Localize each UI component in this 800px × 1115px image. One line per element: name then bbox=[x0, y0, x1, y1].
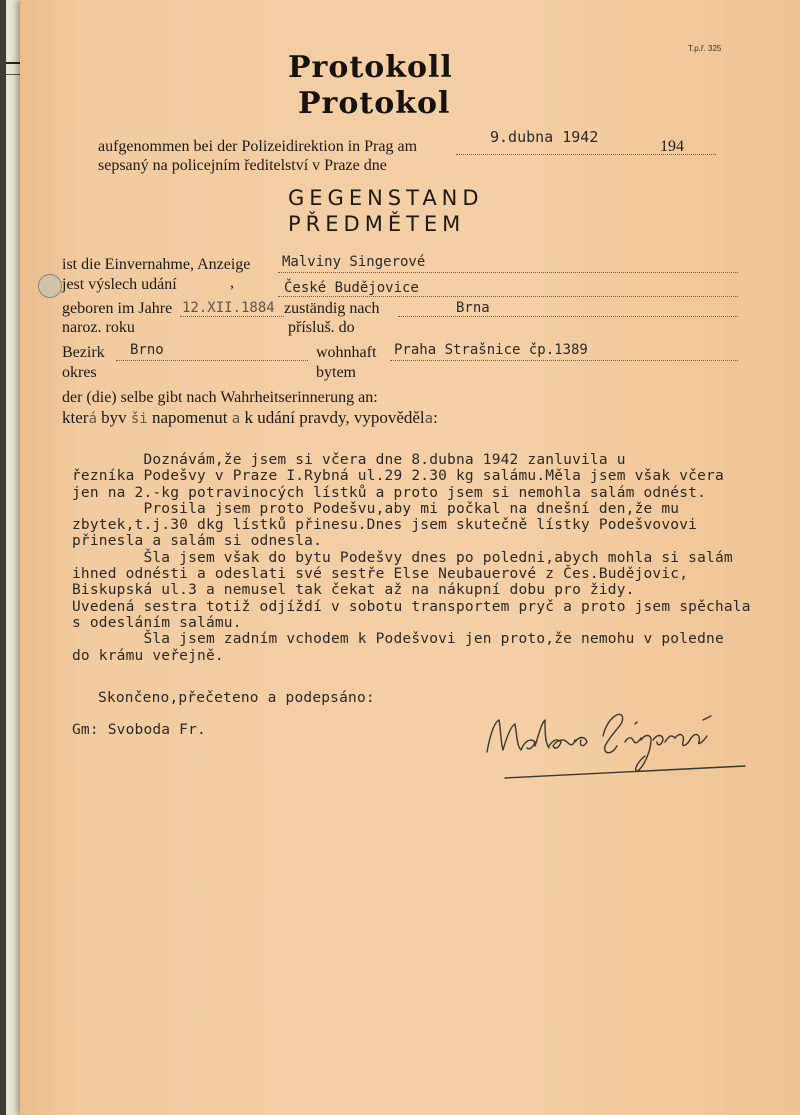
statement-line: Biskupská ul.3 a nemusel tak čekat až na nákupní dobu pro židy. bbox=[72, 582, 635, 599]
oath-fill: ši bbox=[130, 411, 148, 427]
name-line bbox=[278, 272, 738, 273]
handwritten-signature bbox=[475, 680, 775, 790]
punch-hole bbox=[38, 274, 62, 298]
oath-text: kter bbox=[62, 408, 89, 427]
domicile-value: Brna bbox=[456, 300, 490, 316]
residence-label-czech: bytem bbox=[316, 364, 356, 381]
signature-text: Malvina Singerová bbox=[475, 680, 484, 681]
year-prefix: 194 bbox=[660, 138, 684, 155]
oath-czech bbox=[62, 408, 438, 428]
statement-line: Uvedená sestra totiž odjíždí v sobotu transportem pryč a proto jsem spěchala bbox=[72, 598, 751, 615]
person-name: Malviny Singerové bbox=[282, 254, 426, 270]
place-line bbox=[278, 296, 738, 297]
form-code: T.p.ř. 325 bbox=[688, 44, 722, 53]
district-value: Brno bbox=[130, 342, 164, 358]
subject-heading-czech: PŘEDMĚTEM bbox=[288, 212, 466, 236]
protocol-date: 9.dubna 1942 bbox=[490, 128, 599, 146]
record-separator: , bbox=[230, 274, 234, 291]
oath-text: byv bbox=[101, 408, 127, 427]
record-label-german: ist die Einvernahme, Anzeige bbox=[62, 256, 251, 273]
record-label-czech: jest výslech udání bbox=[62, 276, 177, 293]
oath-german: der (die) selbe gibt nach Wahrheitserinnerung an: bbox=[62, 389, 378, 406]
domicile-label-german: zuständig nach bbox=[284, 300, 380, 317]
title-czech: Protokol bbox=[298, 86, 451, 121]
domicile-label-czech: přísluš. do bbox=[288, 319, 355, 336]
closing-formula: Skončeno,přečeteno a podepsáno: bbox=[98, 690, 375, 706]
district-label-czech: okres bbox=[62, 364, 97, 381]
subject-heading-german: GEGENSTAND bbox=[288, 186, 484, 210]
statement-line: do krámu veřejně. bbox=[72, 647, 224, 664]
witness: Gm: Svoboda Fr. bbox=[72, 722, 206, 738]
birth-date: 12.XII.1884 bbox=[182, 300, 275, 316]
oath-text: : bbox=[433, 408, 438, 427]
header-line-czech: sepsaný na policejním ředitelství v Praze dne bbox=[98, 157, 387, 174]
residence-label-german: wohnhaft bbox=[316, 344, 377, 361]
statement-line: s odesláním salámu. bbox=[72, 614, 242, 631]
statement-line: Šla jsem zadním vchodem k Podešvovi jen proto,že nemohu v poledne bbox=[72, 631, 724, 648]
oath-fill: á bbox=[88, 411, 97, 427]
statement-line: ihned odnésti a odeslati své sestře Else Neubauerové z Čes.Budějovic, bbox=[72, 566, 689, 583]
oath-fill: a bbox=[231, 411, 241, 427]
statement-line: přinesla a salám si odnesla. bbox=[72, 533, 323, 550]
statement bbox=[72, 452, 751, 664]
statement-line: Šla jsem však do bytu Podešvy dnes po poledni,abych mohla si salám bbox=[72, 549, 733, 566]
statement-line: jen na 2.-kg potravinocých lístků a proto jsem si nemohla salám odnést. bbox=[72, 484, 707, 501]
statement-line: Prosila jsem proto Podešvu,aby mi počkal na dnešní den,že mu bbox=[72, 500, 680, 517]
statement-line: Doznávám,že jsem si včera dne 8.dubna 1942 zanluvila u bbox=[72, 452, 626, 468]
residence-value: Praha Strašnice čp.1389 bbox=[394, 342, 588, 358]
statement-line: zbytek,t.j.30 dkg lístků přinesu.Dnes jsem skutečně lístky Podešvovovi bbox=[72, 517, 698, 534]
oath-text: k udání pravdy, vypověděl bbox=[244, 408, 425, 427]
oath-text: napomenut bbox=[151, 408, 228, 427]
district-label-german: Bezirk bbox=[62, 344, 105, 361]
born-line bbox=[180, 316, 284, 317]
domicile-line bbox=[398, 316, 738, 317]
district-line bbox=[116, 360, 308, 361]
born-label-czech: naroz. roku bbox=[62, 319, 135, 336]
statement-line: řezníka Podešvy v Praze I.Rybná ul.29 2.30 kg salámu.Měla jsem však včera bbox=[72, 468, 724, 485]
birth-place: České Budějovice bbox=[284, 280, 419, 296]
protocol-page bbox=[20, 0, 800, 1115]
header-line-german: aufgenommen bei der Polizeidirektion in Prag am bbox=[98, 138, 418, 155]
oath-fill: a bbox=[424, 411, 434, 427]
born-label-german: geboren im Jahre bbox=[62, 300, 173, 317]
title-german: Protokoll bbox=[288, 50, 453, 85]
residence-line bbox=[390, 360, 738, 361]
